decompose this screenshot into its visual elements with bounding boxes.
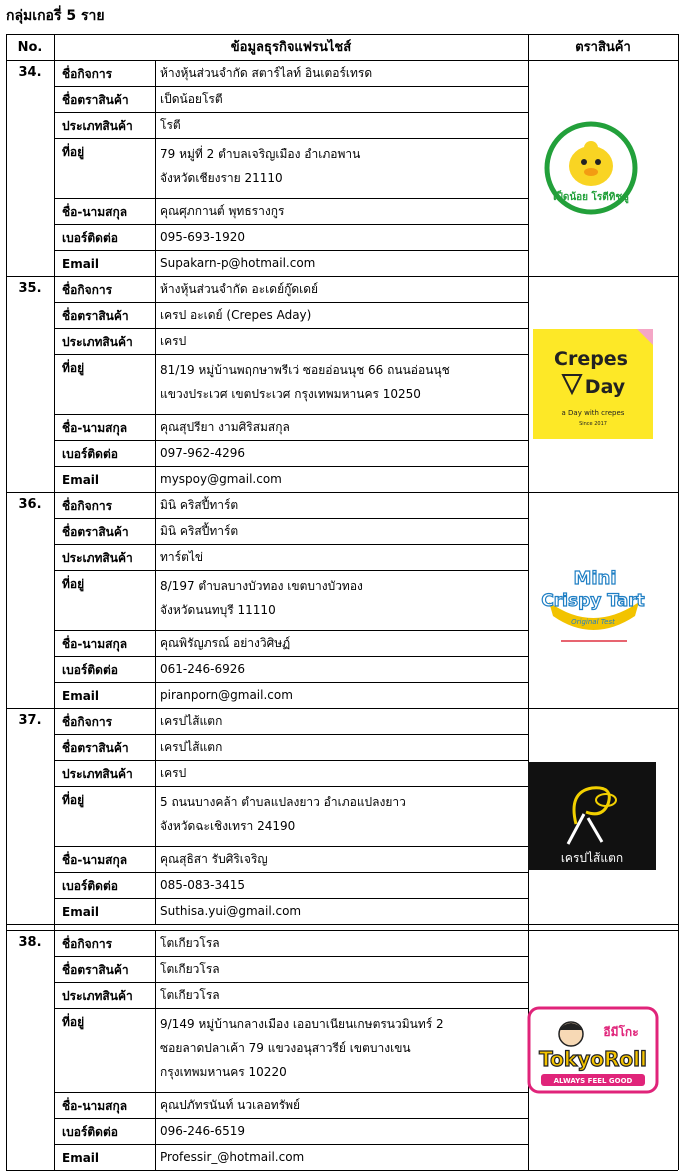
- entry-number: 35.: [18, 281, 42, 296]
- row-divider: [6, 930, 678, 931]
- field-label-business: ชื่อกิจการ: [62, 283, 113, 297]
- entry-number: 38.: [18, 935, 42, 950]
- svg-text:Since 2017: Since 2017: [579, 421, 607, 427]
- field-label-type: ประเภทสินค้า: [62, 551, 133, 565]
- row-divider: [54, 786, 528, 787]
- mini-crispy-tart-logo: [531, 544, 655, 656]
- row-divider: [54, 518, 528, 519]
- field-label-phone: เบอร์ติดต่อ: [62, 663, 118, 677]
- field-label-type: ประเภทสินค้า: [62, 989, 133, 1003]
- page-title: กลุ่มเกอรี่ 5 ราย: [6, 8, 105, 24]
- row-divider: [54, 414, 528, 415]
- field-label-address: ที่อยู่: [62, 577, 85, 591]
- svg-text:เป็ดน้อย โรตีทิชชู่: เป็ดน้อย โรตีทิชชู่: [553, 192, 629, 203]
- field-value-address: 9/149 หมู่บ้านกลางเมือง เออบาเนียนเกษตรนวมินทร์ 2 ซอยลาดปลาเค้า 79 แขวงอนุสาวรีย์ เขตบางเขน กรุงเทพมหานคร 10220: [160, 1017, 444, 1079]
- row-divider: [54, 1118, 528, 1119]
- field-value-name: คุณศุภกานต์ พุทธรางกูร: [160, 204, 285, 218]
- column-divider: [54, 34, 55, 1170]
- row-divider: [54, 138, 528, 139]
- field-label-email: Email: [62, 257, 100, 271]
- field-label-brand: ชื่อตราสินค้า: [62, 963, 129, 977]
- row-divider: [54, 302, 528, 303]
- field-label-type: ประเภทสินค้า: [62, 767, 133, 781]
- row-divider: [54, 328, 528, 329]
- field-value-name: คุณสุธิสา รับศิริเจริญ: [160, 852, 268, 866]
- field-label-email: Email: [62, 689, 100, 703]
- crepe-sai-taek-logo: [528, 762, 656, 870]
- field-label-business: ชื่อกิจการ: [62, 499, 113, 513]
- header-info: ข้อมูลธุรกิจแฟรนไชส์: [230, 40, 352, 55]
- field-label-phone: เบอร์ติดต่อ: [62, 231, 118, 245]
- field-value-brand: เครปไส้แตก: [160, 740, 223, 754]
- row-divider: [54, 682, 528, 683]
- row-divider: [54, 466, 528, 467]
- header-no: No.: [17, 40, 43, 55]
- field-value-business: โตเกียวโรล: [160, 936, 220, 950]
- row-divider: [54, 982, 528, 983]
- field-value-brand: โตเกียวโรล: [160, 962, 220, 976]
- field-value-phone: 061-246-6926: [160, 662, 246, 676]
- field-value-name: คุณสุปรียา งามศิริสมสกุล: [160, 420, 290, 434]
- field-value-business: ห้างหุ้นส่วนจำกัด อะเดย์กู๊ดเดย์: [160, 282, 319, 296]
- column-divider: [528, 34, 529, 1170]
- row-divider: [54, 224, 528, 225]
- field-value-email: Supakarn-p@hotmail.com: [160, 256, 316, 270]
- field-value-brand: มินิ คริสปี้ทาร์ต: [160, 524, 239, 538]
- field-value-phone: 095-693-1920: [160, 230, 246, 244]
- column-divider: [155, 492, 156, 708]
- field-value-business: ห้างหุ้นส่วนจำกัด สตาร์ไลท์ อินเตอร์เทรด: [160, 66, 373, 80]
- field-value-phone: 096-246-6519: [160, 1124, 246, 1138]
- row-divider: [6, 492, 678, 493]
- field-value-brand: เครป อะเดย์ (Crepes Aday): [160, 308, 312, 322]
- field-value-email: Professir_@hotmail.com: [160, 1150, 305, 1164]
- field-value-business: มินิ คริสปี้ทาร์ต: [160, 498, 239, 512]
- svg-text:Crepes: Crepes: [554, 348, 628, 370]
- field-label-address: ที่อยู่: [62, 1015, 85, 1029]
- field-value-address: 81/19 หมู่บ้านพฤกษาพรีเว่ ซอยอ่อนนุช 66 ถนนอ่อนนุช แขวงประเวศ เขตประเวศ กรุงเทพมหานคร 10250: [160, 363, 450, 401]
- field-value-email: piranporn@gmail.com: [160, 688, 293, 702]
- field-label-name: ชื่อ-นามสกุล: [62, 637, 128, 651]
- column-divider: [6, 34, 7, 1170]
- column-divider: [155, 708, 156, 924]
- field-label-address: ที่อยู่: [62, 793, 85, 807]
- field-value-type: โรตี: [160, 118, 181, 132]
- field-label-business: ชื่อกิจการ: [62, 67, 113, 81]
- entry-number: 36.: [18, 497, 42, 512]
- field-value-phone: 097-962-4296: [160, 446, 246, 460]
- field-value-type: เครป: [160, 334, 187, 348]
- field-value-address: 8/197 ตำบลบางบัวทอง เขตบางบัวทอง จังหวัดนนทบุรี 11110: [160, 579, 363, 617]
- field-label-business: ชื่อกิจการ: [62, 715, 113, 729]
- field-label-address: ที่อยู่: [62, 145, 85, 159]
- field-label-phone: เบอร์ติดต่อ: [62, 1125, 118, 1139]
- svg-text:Mini: Mini: [573, 568, 617, 589]
- row-divider: [54, 198, 528, 199]
- column-divider: [155, 930, 156, 1170]
- row-divider: [54, 440, 528, 441]
- field-label-brand: ชื่อตราสินค้า: [62, 741, 129, 755]
- svg-text:TokyoRoll: TokyoRoll: [539, 1047, 647, 1071]
- row-divider: [54, 112, 528, 113]
- row-divider: [54, 544, 528, 545]
- field-label-name: ชื่อ-นามสกุล: [62, 421, 128, 435]
- crepes-aday-logo: [533, 329, 653, 439]
- field-value-name: คุณปภัทรนันท์ นวเลอทรัพย์: [160, 1098, 301, 1112]
- field-value-address: 5 ถนนบางคล้า ตำบลแปลงยาว อำเภอแปลงยาว จังหวัดฉะเชิงเทรา 24190: [160, 795, 406, 833]
- row-divider: [54, 760, 528, 761]
- field-value-email: Suthisa.yui@gmail.com: [160, 904, 302, 918]
- row-divider: [6, 708, 678, 709]
- field-label-type: ประเภทสินค้า: [62, 335, 133, 349]
- entry-number: 37.: [18, 713, 42, 728]
- row-divider: [54, 898, 528, 899]
- row-divider: [54, 630, 528, 631]
- field-label-address: ที่อยู่: [62, 361, 85, 375]
- field-value-type: เครป: [160, 766, 187, 780]
- field-value-type: โตเกียวโรล: [160, 988, 220, 1002]
- field-value-email: myspoy@gmail.com: [160, 472, 282, 486]
- field-value-address: 79 หมู่ที่ 2 ตำบลเจริญเมือง อำเภอพาน จังหวัดเชียงราย 21110: [160, 147, 361, 185]
- row-divider: [54, 250, 528, 251]
- field-label-brand: ชื่อตราสินค้า: [62, 525, 129, 539]
- duck-roti-logo: [543, 120, 639, 216]
- svg-text:a Day with crepes: a Day with crepes: [561, 409, 625, 417]
- column-divider: [678, 34, 679, 1170]
- field-value-business: เครปไส้แตก: [160, 714, 223, 728]
- field-label-name: ชื่อ-นามสกุล: [62, 853, 128, 867]
- svg-text:ALWAYS FEEL GOOD: ALWAYS FEEL GOOD: [553, 1077, 633, 1085]
- field-label-brand: ชื่อตราสินค้า: [62, 93, 129, 107]
- svg-text:Day: Day: [584, 376, 626, 398]
- row-divider: [54, 656, 528, 657]
- field-value-phone: 085-083-3415: [160, 878, 246, 892]
- field-label-email: Email: [62, 473, 100, 487]
- tokyo-roll-logo: [527, 1006, 659, 1094]
- field-label-phone: เบอร์ติดต่อ: [62, 447, 118, 461]
- svg-text:อีมีโกะ: อีมีโกะ: [603, 1025, 639, 1039]
- field-label-email: Email: [62, 1151, 100, 1165]
- row-divider: [54, 86, 528, 87]
- row-divider: [54, 872, 528, 873]
- entry-number: 34.: [18, 65, 42, 80]
- row-divider: [6, 60, 678, 61]
- header-brand: ตราสินค้า: [575, 40, 631, 55]
- row-divider: [54, 846, 528, 847]
- row-divider: [54, 734, 528, 735]
- field-label-phone: เบอร์ติดต่อ: [62, 879, 118, 893]
- field-label-name: ชื่อ-นามสกุล: [62, 1099, 128, 1113]
- row-divider: [54, 956, 528, 957]
- row-divider: [54, 1144, 528, 1145]
- field-value-name: คุณพิรัญภรณ์ อย่างวิศิษฏ์: [160, 636, 291, 650]
- row-divider: [6, 34, 678, 35]
- field-label-email: Email: [62, 905, 100, 919]
- field-label-name: ชื่อ-นามสกุล: [62, 205, 128, 219]
- row-divider: [6, 924, 678, 925]
- column-divider: [155, 276, 156, 492]
- row-divider: [54, 354, 528, 355]
- row-divider: [54, 1092, 528, 1093]
- field-label-type: ประเภทสินค้า: [62, 119, 133, 133]
- svg-text:Original Test: Original Test: [571, 618, 615, 626]
- svg-text:Crispy Tart: Crispy Tart: [541, 591, 645, 611]
- svg-text:เครปไส้แตก: เครปไส้แตก: [560, 851, 624, 865]
- row-divider: [54, 1008, 528, 1009]
- column-divider: [155, 60, 156, 276]
- field-label-business: ชื่อกิจการ: [62, 937, 113, 951]
- row-divider: [54, 570, 528, 571]
- row-divider: [6, 276, 678, 277]
- field-label-brand: ชื่อตราสินค้า: [62, 309, 129, 323]
- field-value-type: ทาร์ตไข่: [160, 550, 204, 564]
- field-value-brand: เป็ดน้อยโรตี: [160, 92, 223, 106]
